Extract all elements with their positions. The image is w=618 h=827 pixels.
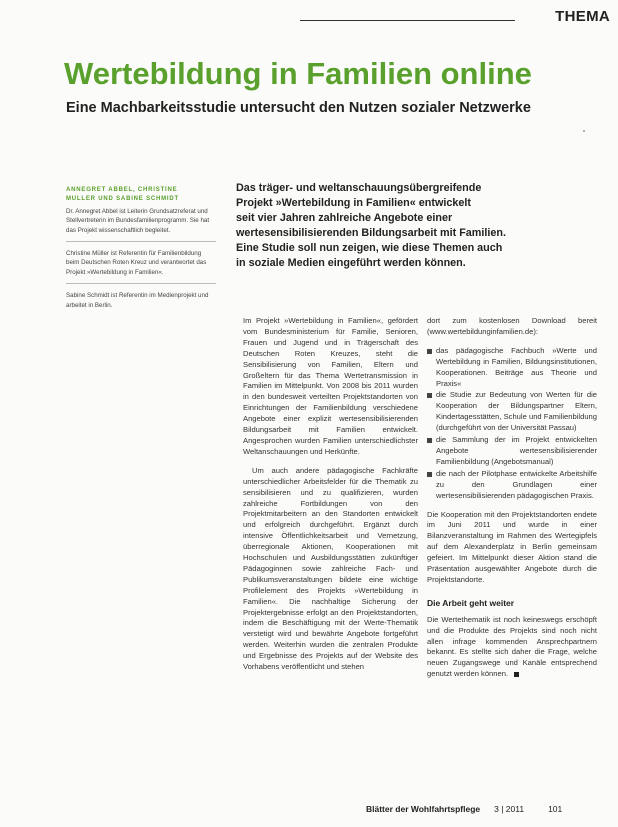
body-paragraph — [427, 615, 597, 680]
magazine-name: Blätter der Wohlfahrtspflege — [366, 804, 481, 814]
list-item: die Studie zur Bedeutung von Werten für die Kooperation der Bildungspartner Eltern, Kindertagesstätten, Schule und Familienbildung (durchgeführt von der Universität Passau) — [427, 390, 597, 434]
author-bio: Christine Müller ist Referentin für Familienbildung beim Deutschen Roten Kreuz und verantwortet das Projekt »Wertebildung in Familien«. — [66, 249, 216, 284]
lead-line: Eine Studie soll nun zeigen, wie diese Themen auch — [236, 242, 503, 254]
product-list — [427, 346, 597, 502]
lead-line: seit vier Jahren zahlreiche Angebote einer — [236, 212, 453, 224]
author-line: MULLER UND SABINE SCHMIDT — [66, 196, 179, 203]
article-lead — [236, 181, 591, 271]
header-rule — [300, 20, 515, 21]
issue-number: 3 | 2011 — [494, 804, 525, 814]
article-subtitle: Eine Machbarkeitsstudie untersucht den Nutzen sozialer Netzwerke — [66, 100, 531, 116]
body-paragraph: dort zum kostenlosen Download bereit (www.wertebildunginfamilien.de): — [427, 316, 597, 336]
article-title: Wertebildung in Familien online — [64, 56, 532, 91]
body-column-1 — [243, 316, 418, 681]
page-number: 101 — [548, 804, 563, 814]
author-names — [66, 186, 216, 205]
page-footer — [366, 804, 562, 814]
lead-line: Projekt »Wertebildung in Familien« entwickelt — [236, 197, 471, 209]
section-heading: Die Arbeit geht weiter — [427, 597, 515, 608]
lead-line: wertesensibilisierenden Bildungsarbeit mit Familien. — [236, 227, 506, 239]
body-paragraph: Um auch andere pädagogische Fachkräfte unterschiedlicher Arbeitsfelder für die Thematik zu sensibilisieren und zu qualifizieren, wurden zahlreiche Fortbildungen von den Projektmitarbeitern an den Standorten entwickelt und erfolgreich durchgeführt. Ergänzt durch intensive Öffentlichkeitsarbeit und Vernetzung, überregionale Aktionen, Kooperationen mit Hochschulen und Ausbildungsstätten zukünftiger Pädagoginnen sowie zahlreiche Fach- und Publikumsveranstaltungen bildete eine wichtige Profilelement des Projekts »Wertebildung in Familien«. Die nachhaltige Sicherung der Projektergebnisse erfolgt an den Projektstandorten, indem die Beschäftigung mit der Werte-Thematik verstetigt wird und bewährte Angebote fortgeführt werden. Weiterhin wurden die zentralen Produkte und Ergebnisse des Projekts auf der Website des Vorhabens veröffentlicht und stehen — [243, 465, 418, 672]
author-line: ANNEGRET ABBEL, CHRISTINE — [66, 187, 178, 193]
list-item: das pädagogische Fachbuch »Werte und Wertebildung in Familien, Bildungsinstitutionen, Kooperationen. Beiträge aus Theorie und Praxis« — [427, 346, 597, 390]
lead-line: in soziale Medien eingeführt werden können. — [236, 257, 466, 269]
body-paragraph: Die Kooperation mit den Projektstandorten endete im Juni 2011 und wurde in einer Bilanzveranstaltung im Rahmen des Wertegipfels auf dem Alexanderplatz in Berlin gemeinsam gefeiert. Im Mittelpunkt dieser Aktion stand die Präsentation ausgewählter Angebote durch die Projektstandorte. — [427, 509, 597, 584]
body-paragraph: Im Projekt »Wertebildung in Familien«, gefördert vom Bundesministerium für Familie, Senioren, Frauen und Jugend und in Trägerschaft des Deutschen Roten Kreuzes, steht die Sensibilisierung von Familien, Eltern und Großeltern für das Thema Wertetransmission in Familien im Mittelpunkt. Von 2008 bis 2011 wurden in den bundesweit verteilten Projektstandorten von Einrichtungen der Familienbildung verschiedene Angebote einer explizit wertesensibilisierenden Bildungsarbeit mit Familien entwickelt. Angesprochen wurden Familien unterschiedlichster Weltanschauungen und Herkünfte. — [243, 316, 418, 456]
section-label: THEMA — [555, 8, 610, 25]
end-mark-icon — [514, 672, 519, 677]
author-bio: Sabine Schmidt ist Referentin im Medienprojekt und arbeitet in Berlin. — [66, 292, 209, 309]
body-text: Die Wertethematik ist noch keineswegs erschöpft und die Produkte des Projekts sind noch nicht allen infrage kommenden Ansprechpartnern bekannt. Es stellte sich daher die Frage, welche neuen Zugangswege und Kanäle entsprechend genutzt werden können. — [427, 614, 597, 679]
list-item: die nach der Pilotphase entwickelte Arbeitshilfe zu den Grundlagen einer wertesensibilisierenden pädagogischen Praxis. — [427, 469, 597, 502]
author-bio: Dr. Annegret Abbel ist Leiterin Grundsatzreferat und Stellvertreterin im Bundesfamilienprogramm. Sie hat das Projekt wissenschaftlich begleitet. — [66, 207, 216, 242]
body-column-2 — [427, 316, 597, 688]
author-sidebar — [66, 186, 216, 323]
lead-line: Das träger- und weltanschauungsübergreifende — [236, 182, 482, 194]
list-item: die Sammlung der im Projekt entwickelten Angebote wertesensibilisierender Familienbildung (Angebotsmanual) — [427, 435, 597, 468]
decorative-dot — [583, 130, 585, 132]
